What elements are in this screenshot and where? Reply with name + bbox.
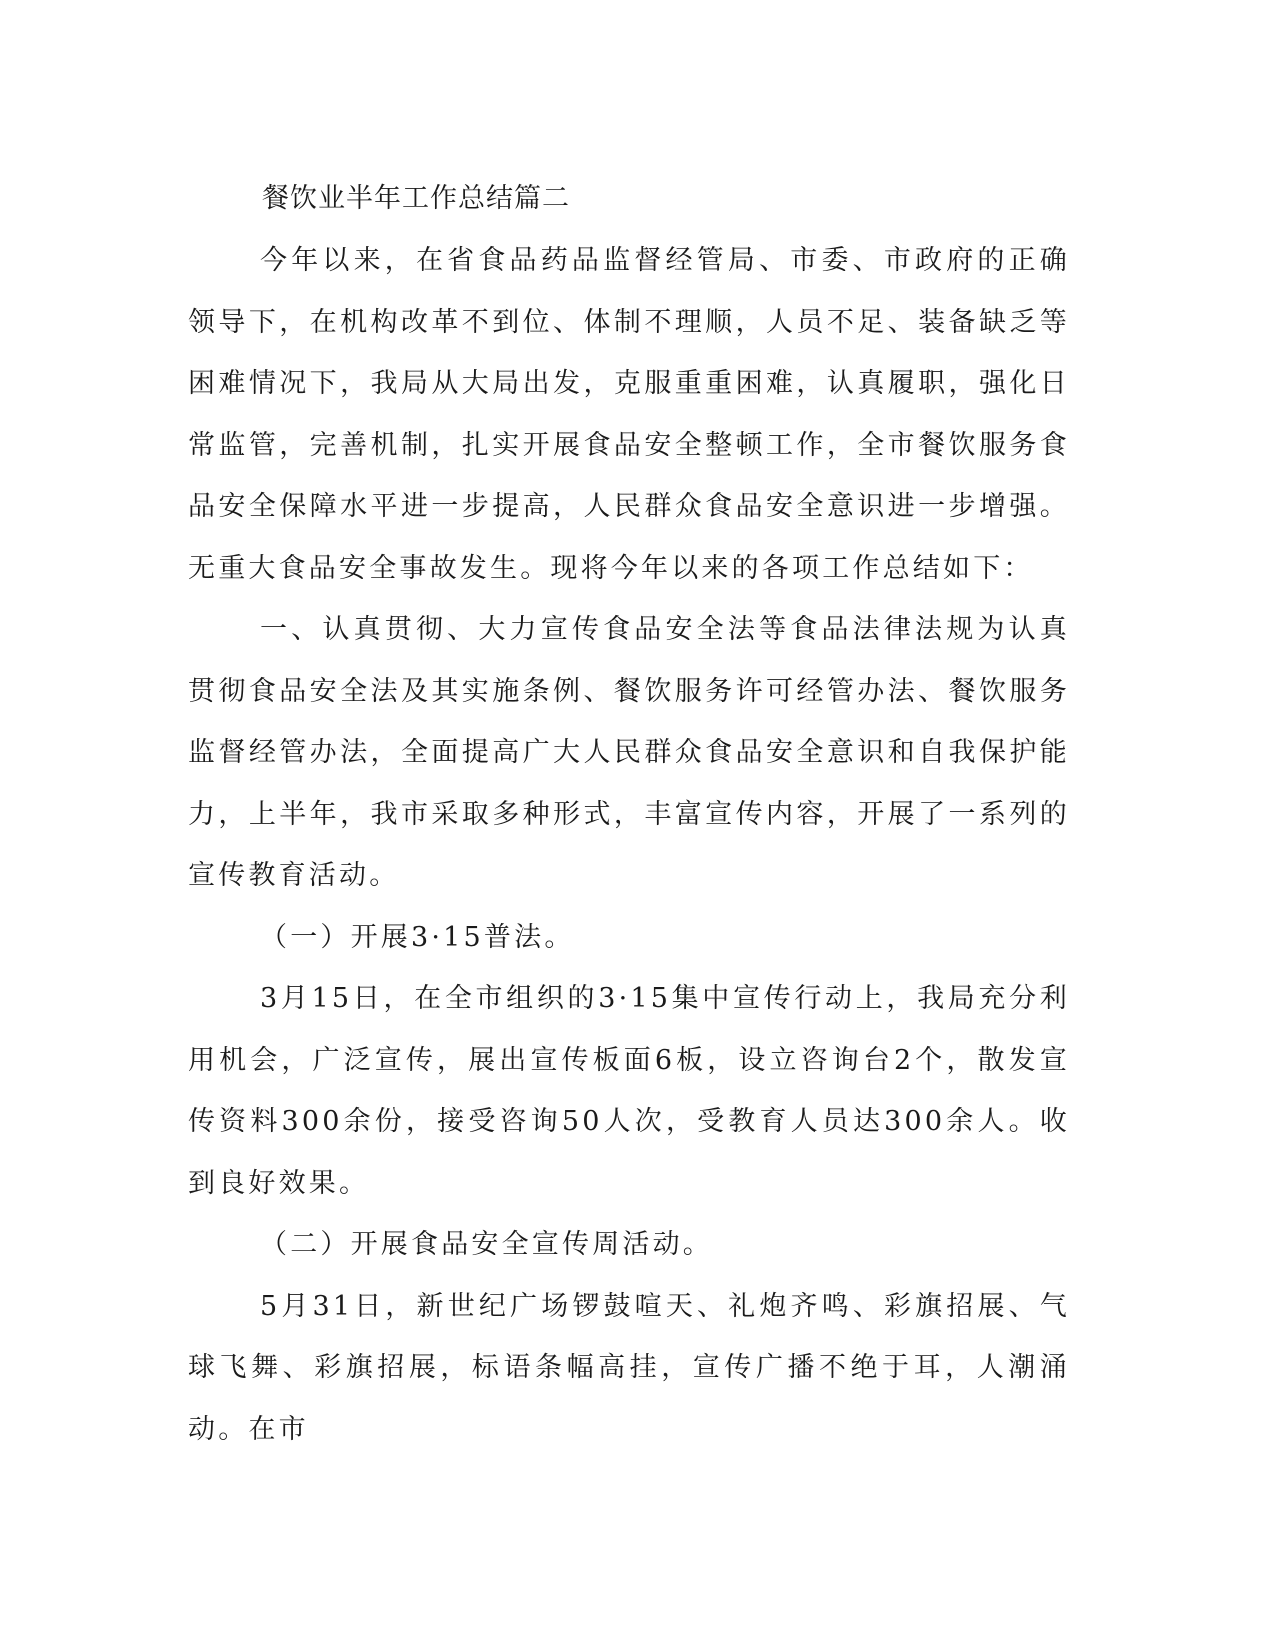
paragraph-section-1: 一、认真贯彻、大力宣传食品安全法等食品法律法规为认真贯彻食品安全法及其实施条例、餐饮服务许可经管办法、餐饮服务监督经管办法，全面提高广大人民群众食品安全意识和自我保护能力，上半年，我市采取多种形式，丰富宣传内容，开展了一系列的宣传教育活动。 [188, 614, 1070, 891]
document-title: 餐饮业半年工作总结篇二 [262, 183, 570, 214]
paragraph-intro: 今年以来，在省食品药品监督经管局、市委、市政府的正确领导下，在机构改革不到位、体制不理顺，人员不足、装备缺乏等困难情况下，我局从大局出发，克服重重困难，认真履职，强化日常监管，完善机制，扎实开展食品安全整顿工作，全市餐饮服务食品安全保障水平进一步提高，人民群众食品安全意识进一步增强。无重大食品安全事故发生。现将今年以来的各项工作总结如下： [188, 245, 1070, 584]
paragraph-531: 5月31日，新世纪广场锣鼓喧天、礼炮齐鸣、彩旗招展、气球飞舞、彩旗招展，标语条幅高挂，宣传广播不绝于耳，人潮涌动。在市 [188, 1290, 1070, 1445]
subheading-1: （一）开展3·15普法。 [260, 921, 575, 953]
document-body [188, 168, 1070, 1460]
subheading-2: （二）开展食品安全宣传周活动。 [260, 1229, 713, 1260]
paragraph-315: 3月15日，在全市组织的3·15集中宣传行动上，我局充分利用机会，广泛宣传，展出宣传板面6板，设立咨询台2个，散发宣传资料300余份，接受咨询50人次，受教育人员达300余人。收到良好效果。 [188, 983, 1070, 1199]
